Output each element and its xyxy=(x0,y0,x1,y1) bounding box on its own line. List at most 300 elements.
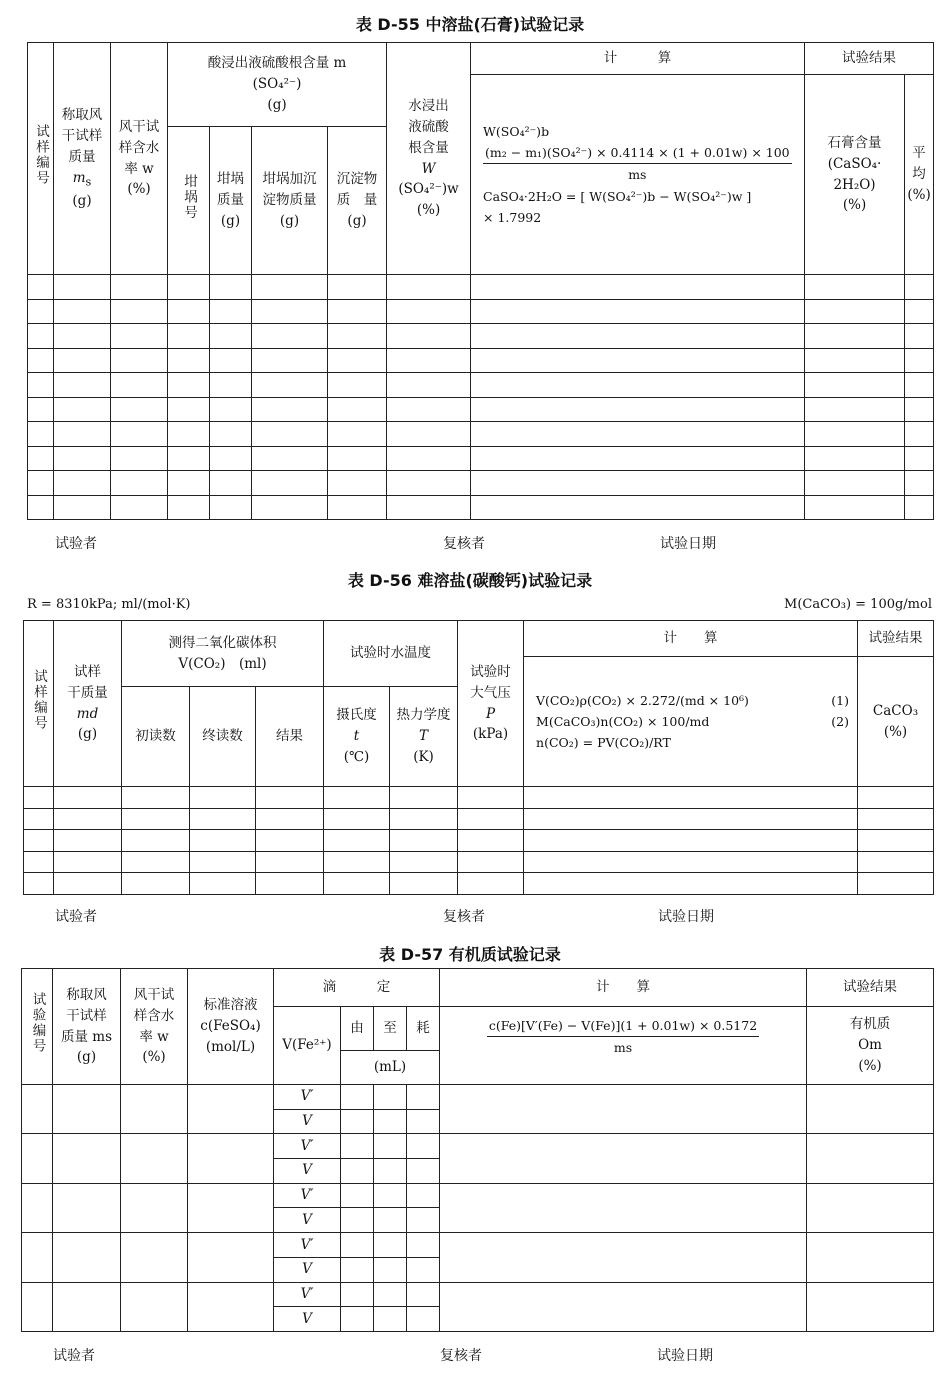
table-cell[interactable] xyxy=(328,471,387,496)
table-cell[interactable] xyxy=(341,1282,374,1307)
titration-row-label: V xyxy=(274,1257,341,1282)
table-cell[interactable] xyxy=(54,873,122,895)
table-row xyxy=(22,1134,934,1159)
table-row xyxy=(28,348,934,373)
table-cell[interactable] xyxy=(53,1134,121,1183)
table-cell[interactable] xyxy=(805,471,905,496)
table-cell[interactable] xyxy=(22,1282,53,1331)
water-temp-header: 试验时水温度 xyxy=(324,621,458,687)
table-cell[interactable] xyxy=(54,787,122,809)
table-cell[interactable] xyxy=(524,787,858,809)
table-cell[interactable] xyxy=(905,299,934,324)
table-cell[interactable] xyxy=(805,348,905,373)
table-cell[interactable] xyxy=(210,495,252,520)
table-cell[interactable] xyxy=(188,1085,274,1134)
table-cell[interactable] xyxy=(905,422,934,447)
t56-tester-label: 试验者 xyxy=(55,909,97,925)
table-row xyxy=(28,324,934,349)
table-row xyxy=(22,1233,934,1258)
table-cell[interactable] xyxy=(374,1282,407,1307)
table-cell[interactable] xyxy=(252,446,328,471)
table-cell[interactable] xyxy=(328,299,387,324)
table-cell[interactable] xyxy=(387,299,471,324)
table-cell[interactable] xyxy=(54,808,122,830)
table-cell[interactable] xyxy=(210,275,252,300)
table-cell[interactable] xyxy=(168,397,210,422)
table-cell[interactable] xyxy=(190,787,256,809)
table-row xyxy=(22,1282,934,1307)
from-header: 由 xyxy=(341,1007,374,1051)
table-cell[interactable] xyxy=(54,275,111,300)
table-cell[interactable] xyxy=(387,348,471,373)
table-cell[interactable] xyxy=(805,299,905,324)
table-cell[interactable] xyxy=(805,373,905,398)
gas-constant-note: R = 8310kPa; ml/(mol·K) xyxy=(27,597,191,612)
average-header: 平 均 (%) xyxy=(905,75,934,275)
table-cell[interactable] xyxy=(387,324,471,349)
titration-row-label: V xyxy=(274,1109,341,1134)
result-header: 试验结果 xyxy=(858,621,934,657)
sample-no-header: 试样编号 xyxy=(24,621,54,787)
table-cell[interactable] xyxy=(807,1183,934,1232)
table-cell[interactable] xyxy=(440,1282,807,1331)
table-cell[interactable] xyxy=(122,873,190,895)
table-cell[interactable] xyxy=(54,830,122,852)
table-cell[interactable] xyxy=(111,446,168,471)
weigh-header: 称取风 干试样 质量 ms (g) xyxy=(53,969,121,1085)
table-cell[interactable] xyxy=(54,471,111,496)
caco3-result-header: CaCO₃ (%) xyxy=(858,657,934,787)
table-cell[interactable] xyxy=(28,348,54,373)
table-row xyxy=(28,299,934,324)
table-cell[interactable] xyxy=(252,495,328,520)
table-cell[interactable] xyxy=(341,1109,374,1134)
table-cell[interactable] xyxy=(328,495,387,520)
table-cell[interactable] xyxy=(390,787,458,809)
table-cell[interactable] xyxy=(252,373,328,398)
table-cell[interactable] xyxy=(54,446,111,471)
table-cell[interactable] xyxy=(341,1183,374,1208)
table-cell[interactable] xyxy=(252,422,328,447)
table-cell[interactable] xyxy=(22,1233,53,1282)
table-cell[interactable] xyxy=(54,348,111,373)
table-cell[interactable] xyxy=(252,275,328,300)
table-cell[interactable] xyxy=(190,830,256,852)
table-cell[interactable] xyxy=(805,397,905,422)
table-cell[interactable] xyxy=(407,1159,440,1184)
table-cell[interactable] xyxy=(390,830,458,852)
table-cell[interactable] xyxy=(471,446,805,471)
table-cell[interactable] xyxy=(805,324,905,349)
calc-formula: V(CO₂)ρ(CO₂) × 2.272/(md × 10⁶) (1) M(CaCO₃)n(CO₂) × 100/md (2) n(CO₂) = PV(CO₂)/RT xyxy=(524,657,858,787)
table-cell[interactable] xyxy=(387,397,471,422)
table-cell[interactable] xyxy=(22,1085,53,1134)
crucible-no-header: 坩埚号 xyxy=(168,127,210,275)
t57-tester-label: 试验者 xyxy=(53,1348,95,1364)
gypsum-header: 石膏含量 (CaSO₄· 2H₂O) (%) xyxy=(805,75,905,275)
calc-header: 计 算 xyxy=(471,43,805,75)
to-header: 至 xyxy=(374,1007,407,1051)
table-cell[interactable] xyxy=(168,348,210,373)
table-cell[interactable] xyxy=(53,1183,121,1232)
table-cell[interactable] xyxy=(905,471,934,496)
calc-formula: $\frac{c(Fe)[V'(Fe) - V(Fe)](1 + 0.01w) \times 0.5172}{ms}$ xyxy=(440,1007,807,1085)
celsius-header: 摄氏度 t (℃) xyxy=(324,687,390,787)
table-cell[interactable] xyxy=(111,422,168,447)
table-cell[interactable] xyxy=(54,373,111,398)
table-cell[interactable] xyxy=(22,1183,53,1232)
table-cell[interactable] xyxy=(905,348,934,373)
table-cell[interactable] xyxy=(111,299,168,324)
table-cell[interactable] xyxy=(121,1282,188,1331)
table-cell[interactable] xyxy=(341,1134,374,1159)
table-cell[interactable] xyxy=(252,299,328,324)
final-reading-header: 终读数 xyxy=(190,687,256,787)
table-row xyxy=(28,422,934,447)
table-cell[interactable] xyxy=(390,808,458,830)
table-cell[interactable] xyxy=(190,851,256,873)
table-cell[interactable] xyxy=(24,787,54,809)
table-cell[interactable] xyxy=(28,299,54,324)
table-cell[interactable] xyxy=(256,787,324,809)
table-row xyxy=(24,851,934,873)
table-cell[interactable] xyxy=(805,446,905,471)
table-cell[interactable] xyxy=(111,495,168,520)
table-cell[interactable] xyxy=(805,275,905,300)
table-cell[interactable] xyxy=(53,1085,121,1134)
table-cell[interactable] xyxy=(328,275,387,300)
table-cell[interactable] xyxy=(471,299,805,324)
table-cell[interactable] xyxy=(328,422,387,447)
table-cell[interactable] xyxy=(387,373,471,398)
titration-row-label: V xyxy=(274,1307,341,1332)
table-cell[interactable] xyxy=(28,324,54,349)
table-d56-body xyxy=(24,787,934,895)
table-cell[interactable] xyxy=(54,422,111,447)
table-cell[interactable] xyxy=(341,1257,374,1282)
table-cell[interactable] xyxy=(188,1183,274,1232)
table-cell[interactable] xyxy=(111,397,168,422)
table-cell[interactable] xyxy=(341,1307,374,1332)
table-cell[interactable] xyxy=(440,1134,807,1183)
titration-row-label: V′ xyxy=(274,1085,341,1110)
sample-no-header: 试样编号 xyxy=(28,43,54,275)
standard-solution-header: 标准溶液 c(FeSO₄) (mol/L) xyxy=(188,969,274,1085)
table-cell[interactable] xyxy=(188,1233,274,1282)
table-cell[interactable] xyxy=(458,851,524,873)
table-cell[interactable] xyxy=(471,324,805,349)
table-cell[interactable] xyxy=(328,324,387,349)
table-cell[interactable] xyxy=(341,1233,374,1258)
table-d57-title: 表 D-57 有机质试验记录 xyxy=(379,945,561,964)
table-row xyxy=(24,808,934,830)
table-cell[interactable] xyxy=(122,830,190,852)
table-cell[interactable] xyxy=(210,422,252,447)
table-cell[interactable] xyxy=(24,851,54,873)
table-cell[interactable] xyxy=(111,348,168,373)
table-cell[interactable] xyxy=(407,1257,440,1282)
table-cell[interactable] xyxy=(54,495,111,520)
table-cell[interactable] xyxy=(407,1307,440,1332)
table-cell[interactable] xyxy=(28,446,54,471)
table-cell[interactable] xyxy=(374,1085,407,1110)
table-cell[interactable] xyxy=(111,275,168,300)
table-cell[interactable] xyxy=(807,1233,934,1282)
table-cell[interactable] xyxy=(858,787,934,809)
table-cell[interactable] xyxy=(524,873,858,895)
table-cell[interactable] xyxy=(471,373,805,398)
table-row xyxy=(24,873,934,895)
table-cell[interactable] xyxy=(407,1208,440,1233)
table-cell[interactable] xyxy=(111,471,168,496)
t55-tester-label: 试验者 xyxy=(55,536,97,552)
moisture-header: 风干试 样含水 率 w (%) xyxy=(121,969,188,1085)
table-cell[interactable] xyxy=(328,348,387,373)
table-cell[interactable] xyxy=(168,373,210,398)
table-cell[interactable] xyxy=(458,873,524,895)
table-cell[interactable] xyxy=(807,1134,934,1183)
table-cell[interactable] xyxy=(458,808,524,830)
table-cell[interactable] xyxy=(28,397,54,422)
table-cell[interactable] xyxy=(121,1134,188,1183)
table-cell[interactable] xyxy=(374,1307,407,1332)
table-d56 xyxy=(23,620,934,895)
organic-result-header: 有机质 Om (%) xyxy=(807,1007,934,1085)
table-cell[interactable] xyxy=(188,1282,274,1331)
table-cell[interactable] xyxy=(458,830,524,852)
table-cell[interactable] xyxy=(905,446,934,471)
table-cell[interactable] xyxy=(24,873,54,895)
table-cell[interactable] xyxy=(524,808,858,830)
table-row xyxy=(24,830,934,852)
t57-reviewer-label: 复核者 xyxy=(440,1348,482,1364)
table-cell[interactable] xyxy=(324,851,390,873)
table-cell[interactable] xyxy=(168,299,210,324)
table-cell[interactable] xyxy=(387,275,471,300)
sample-no-header: 试验编号 xyxy=(22,969,53,1085)
table-cell[interactable] xyxy=(374,1183,407,1208)
table-cell[interactable] xyxy=(54,324,111,349)
table-cell[interactable] xyxy=(407,1085,440,1110)
titration-row-label: V xyxy=(274,1159,341,1184)
molar-mass-note: M(CaCO₃) = 100g/mol xyxy=(784,597,932,612)
table-cell[interactable] xyxy=(328,446,387,471)
calc-header: 计 算 xyxy=(524,621,858,657)
table-cell[interactable] xyxy=(524,851,858,873)
table-cell[interactable] xyxy=(256,830,324,852)
t57-date-label: 试验日期 xyxy=(657,1348,713,1364)
table-cell[interactable] xyxy=(390,851,458,873)
table-cell[interactable] xyxy=(252,348,328,373)
table-cell[interactable] xyxy=(807,1085,934,1134)
table-cell[interactable] xyxy=(390,873,458,895)
table-cell[interactable] xyxy=(324,787,390,809)
table-cell[interactable] xyxy=(168,324,210,349)
table-row xyxy=(22,1183,934,1208)
initial-reading-header: 初读数 xyxy=(122,687,190,787)
table-d55-body xyxy=(28,275,934,520)
table-cell[interactable] xyxy=(190,808,256,830)
table-row xyxy=(28,275,934,300)
table-cell[interactable] xyxy=(122,808,190,830)
table-cell[interactable] xyxy=(905,397,934,422)
table-cell[interactable] xyxy=(341,1085,374,1110)
table-cell[interactable] xyxy=(54,851,122,873)
table-cell[interactable] xyxy=(210,373,252,398)
table-cell[interactable] xyxy=(252,471,328,496)
table-cell[interactable] xyxy=(858,830,934,852)
table-cell[interactable] xyxy=(324,873,390,895)
table-cell[interactable] xyxy=(210,299,252,324)
table-cell[interactable] xyxy=(256,851,324,873)
table-cell[interactable] xyxy=(168,471,210,496)
table-d55 xyxy=(27,42,934,520)
table-cell[interactable] xyxy=(28,471,54,496)
table-cell[interactable] xyxy=(341,1208,374,1233)
co2-volume-header: 测得二氧化碳体积 V(CO₂) (ml) xyxy=(122,621,324,687)
table-cell[interactable] xyxy=(168,275,210,300)
table-row xyxy=(24,787,934,809)
table-cell[interactable] xyxy=(252,397,328,422)
table-cell[interactable] xyxy=(471,495,805,520)
table-cell[interactable] xyxy=(471,348,805,373)
table-cell[interactable] xyxy=(407,1183,440,1208)
table-cell[interactable] xyxy=(210,348,252,373)
table-cell[interactable] xyxy=(28,275,54,300)
table-cell[interactable] xyxy=(210,471,252,496)
table-cell[interactable] xyxy=(190,873,256,895)
table-cell[interactable] xyxy=(328,373,387,398)
t55-date-label: 试验日期 xyxy=(660,536,716,552)
table-cell[interactable] xyxy=(111,373,168,398)
table-cell[interactable] xyxy=(458,787,524,809)
table-d57 xyxy=(21,968,934,1332)
table-cell[interactable] xyxy=(440,1183,807,1232)
weigh-header: 称取风 干试样 质量 $m_s$ (g) xyxy=(54,43,111,275)
table-cell[interactable] xyxy=(53,1282,121,1331)
table-cell[interactable] xyxy=(324,808,390,830)
table-cell[interactable] xyxy=(905,324,934,349)
table-cell[interactable] xyxy=(374,1233,407,1258)
table-d55-title: 表 D-55 中溶盐(石膏)试验记录 xyxy=(355,15,585,34)
table-cell[interactable] xyxy=(387,446,471,471)
table-cell[interactable] xyxy=(28,422,54,447)
table-cell[interactable] xyxy=(407,1109,440,1134)
table-cell[interactable] xyxy=(256,873,324,895)
titration-row-label: V xyxy=(274,1208,341,1233)
table-cell[interactable] xyxy=(341,1159,374,1184)
table-cell[interactable] xyxy=(440,1233,807,1282)
titration-row-label: V′ xyxy=(274,1282,341,1307)
table-cell[interactable] xyxy=(440,1085,807,1134)
table-cell[interactable] xyxy=(905,495,934,520)
table-cell[interactable] xyxy=(471,275,805,300)
titration-header: 滴 定 xyxy=(274,969,440,1007)
table-cell[interactable] xyxy=(210,446,252,471)
crucible-plus-precip-header: 坩埚加沉 淀物质量 (g) xyxy=(252,127,328,275)
table-cell[interactable] xyxy=(807,1282,934,1331)
table-cell[interactable] xyxy=(122,787,190,809)
table-cell[interactable] xyxy=(374,1159,407,1184)
calc-formula: W(SO₄²⁻)b $\frac{\text{(m₂ − m₁)(SO₄²⁻) × 0.4114 × (1 + 0.01w) × 100}}{ms}$ CaSO₄·2H₂O = [ W(SO₄²⁻)b − W(SO₄²⁻)w ] × 1.7992 xyxy=(471,75,805,275)
table-cell[interactable] xyxy=(905,275,934,300)
table-cell[interactable] xyxy=(858,873,934,895)
table-d57-body xyxy=(22,1085,934,1332)
table-cell[interactable] xyxy=(374,1109,407,1134)
t56-reviewer-label: 复核者 xyxy=(443,909,485,925)
titration-row-label: V′ xyxy=(274,1233,341,1258)
table-cell[interactable] xyxy=(188,1134,274,1183)
table-row xyxy=(28,495,934,520)
table-cell[interactable] xyxy=(252,324,328,349)
table-cell[interactable] xyxy=(471,422,805,447)
table-cell[interactable] xyxy=(471,471,805,496)
table-cell[interactable] xyxy=(168,495,210,520)
table-d56-title: 表 D-56 难溶盐(碳酸钙)试验记录 xyxy=(347,571,593,590)
table-cell[interactable] xyxy=(858,851,934,873)
vfe-header: V(Fe²⁺) xyxy=(274,1007,341,1085)
table-cell[interactable] xyxy=(387,422,471,447)
precip-mass-header: 沉淀物 质 量 (g) xyxy=(328,127,387,275)
table-cell[interactable] xyxy=(111,324,168,349)
table-cell[interactable] xyxy=(387,471,471,496)
kelvin-header: 热力学度 T (K) xyxy=(390,687,458,787)
table-cell[interactable] xyxy=(328,397,387,422)
table-cell[interactable] xyxy=(387,495,471,520)
water-leach-header: 水浸出 液硫酸 根含量 W (SO₄²⁻)w (%) xyxy=(387,43,471,275)
table-cell[interactable] xyxy=(407,1282,440,1307)
table-cell[interactable] xyxy=(524,830,858,852)
table-row xyxy=(28,397,934,422)
table-cell[interactable] xyxy=(471,397,805,422)
table-row xyxy=(28,471,934,496)
table-cell[interactable] xyxy=(256,808,324,830)
table-cell[interactable] xyxy=(407,1233,440,1258)
table-cell[interactable] xyxy=(53,1233,121,1282)
table-cell[interactable] xyxy=(374,1257,407,1282)
table-cell[interactable] xyxy=(407,1134,440,1159)
table-cell[interactable] xyxy=(324,830,390,852)
table-cell[interactable] xyxy=(121,1233,188,1282)
table-cell[interactable] xyxy=(805,422,905,447)
table-cell[interactable] xyxy=(54,397,111,422)
table-cell[interactable] xyxy=(28,373,54,398)
table-cell[interactable] xyxy=(374,1134,407,1159)
table-cell[interactable] xyxy=(122,851,190,873)
table-cell[interactable] xyxy=(24,830,54,852)
table-cell[interactable] xyxy=(374,1208,407,1233)
table-cell[interactable] xyxy=(168,446,210,471)
dry-mass-header: 试样 干质量 md (g) xyxy=(54,621,122,787)
table-cell[interactable] xyxy=(24,808,54,830)
table-cell[interactable] xyxy=(121,1183,188,1232)
table-cell[interactable] xyxy=(858,808,934,830)
table-cell[interactable] xyxy=(168,422,210,447)
table-cell[interactable] xyxy=(805,495,905,520)
table-cell[interactable] xyxy=(54,299,111,324)
table-cell[interactable] xyxy=(28,495,54,520)
result-header: 试验结果 xyxy=(807,969,934,1007)
table-cell[interactable] xyxy=(22,1134,53,1183)
ml-unit-header: (mL) xyxy=(341,1051,440,1085)
table-cell[interactable] xyxy=(905,373,934,398)
table-cell[interactable] xyxy=(121,1085,188,1134)
acid-leach-header: 酸浸出液硫酸根含量 m (SO₄²⁻) (g) xyxy=(168,43,387,127)
table-cell[interactable] xyxy=(210,324,252,349)
table-cell[interactable] xyxy=(210,397,252,422)
pressure-header: 试验时 大气压 P (kPa) xyxy=(458,621,524,787)
moisture-header: 风干试 样含水 率 w (%) xyxy=(111,43,168,275)
